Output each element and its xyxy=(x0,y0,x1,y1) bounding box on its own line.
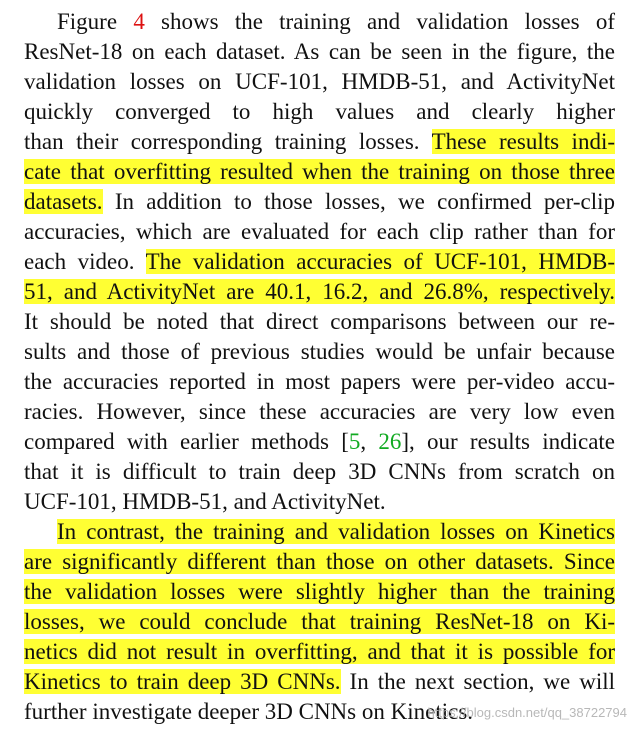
text-line: compared with earlier methods [5, 26], our results indicate xyxy=(24,429,615,454)
text-line xyxy=(24,607,615,637)
highlighted-text: 51, and ActivityNet are 40.1, 16.2, and 26.8%, respectively. xyxy=(24,279,615,304)
text-line: validation losses on UCF-101, HMDB-51, and ActivityNet xyxy=(24,69,615,94)
text-line: sults and those of previous studies would be unfair because xyxy=(24,339,615,364)
highlighted-text: the validation losses were slightly higher than the training xyxy=(24,579,615,604)
text-line xyxy=(24,577,615,607)
text-line xyxy=(24,547,615,577)
highlighted-text: datasets. xyxy=(24,189,103,214)
watermark: https://blog.csdn.net/qq_38722794 xyxy=(427,705,627,720)
text-line: further investigate deeper 3D CNNs on Kinetics. xyxy=(24,699,474,724)
highlighted-text: In contrast, the training and validation losses on Kinetics xyxy=(57,519,615,544)
highlighted-text: are significantly different than those on other datasets. Since xyxy=(24,549,615,574)
highlighted-text: losses, we could conclude that training ResNet-18 on Ki- xyxy=(24,609,615,634)
figure-reference-link[interactable]: 4 xyxy=(133,9,145,34)
highlighted-text: The validation accuracies of UCF-101, HMDB- xyxy=(145,249,616,274)
text-line: It should be noted that direct comparisons between our re- xyxy=(24,309,615,334)
highlighted-text: cate that overfitting resulted when the training on those three xyxy=(24,159,615,184)
highlighted-text: These results indi- xyxy=(431,129,615,154)
text-line xyxy=(24,637,615,667)
text-line: than their corresponding training losses. These results indi- xyxy=(24,129,615,154)
text-line: that it is difficult to train deep 3D CNNs from scratch on xyxy=(24,459,615,484)
text-line: Kinetics to train deep 3D CNNs. In the next section, we will xyxy=(24,669,615,694)
text-line xyxy=(24,157,615,187)
text-line: racies. However, since these accuracies are very low even xyxy=(24,399,615,424)
text-line: each video. The validation accuracies of UCF-101, HMDB- xyxy=(24,249,616,274)
text-line: ResNet-18 on each dataset. As can be seen in the figure, the xyxy=(24,39,615,64)
text-line: the accuracies reported in most papers were per-video accu- xyxy=(24,369,615,394)
text-line: Figure 4 shows the training and validation losses of xyxy=(57,9,615,34)
text-line xyxy=(57,517,615,547)
text-line xyxy=(24,277,615,307)
highlighted-text: Kinetics to train deep 3D CNNs. xyxy=(24,669,341,694)
text-line: quickly converged to high values and clearly higher xyxy=(24,99,615,124)
citation-link[interactable]: 5 xyxy=(348,429,361,454)
text-line: accuracies, which are evaluated for each clip rather than for xyxy=(24,219,615,244)
text-line: datasets. In addition to those losses, we confirmed per-clip xyxy=(24,189,615,214)
citation-link[interactable]: 26 xyxy=(378,429,402,454)
highlighted-text: netics did not result in overfitting, and that it is possible for xyxy=(24,639,615,664)
text-line: UCF-101, HMDB-51, and ActivityNet. xyxy=(24,489,386,514)
